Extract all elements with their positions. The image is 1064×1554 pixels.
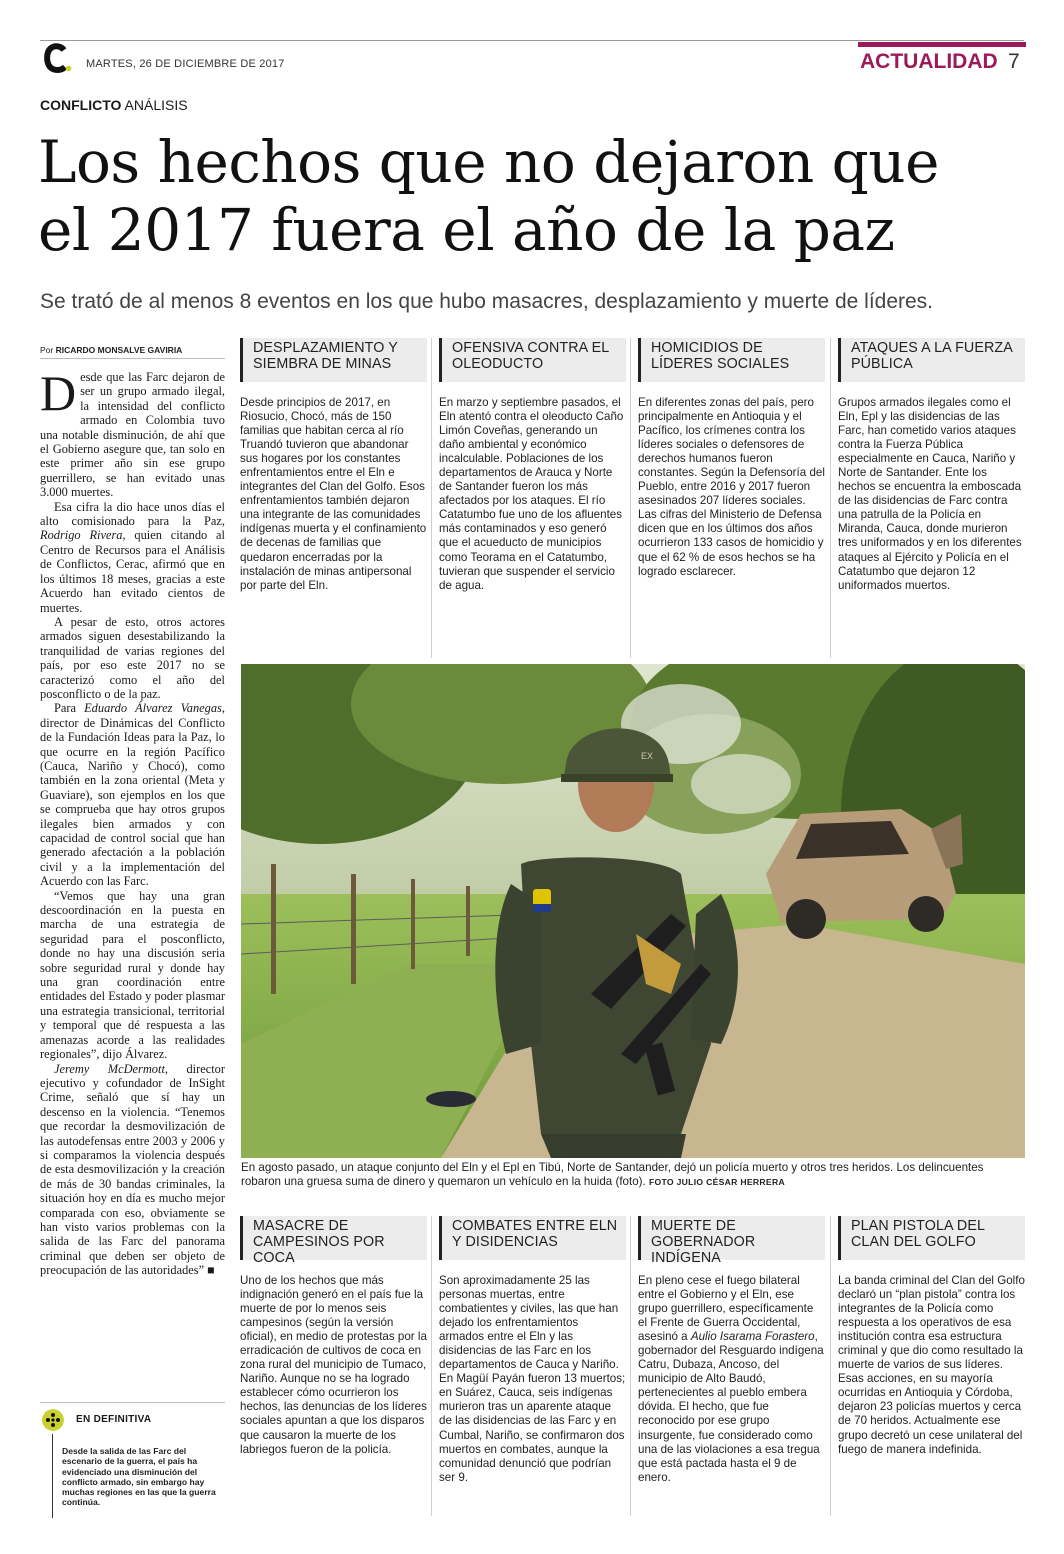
person-name: Rodrigo Rivera <box>40 528 123 543</box>
summary-rule <box>40 1402 225 1403</box>
box-header-tick <box>439 1216 442 1260</box>
box-body <box>638 1274 825 1485</box>
paragraph-6-text: , director ejecutivo y cofundador de InSight Crime, señaló que sí hay un descenso en la violencia. “Tenemos que recordar la desmovilización de las autodefensas entre 2003 y 2006 y si comparamos la violencia después de esta desmovilización y la creación de más de 30 bandas criminales, la situación hoy en día es mucho mejor comparada con eso, obviamente se han visto varios problemas con la salida de las Farc del panorama criminal que deben ser objeto de preocupación de las autoridades” <box>40 1061 225 1278</box>
box-title: HOMICIDIOS DE LÍDERES SOCIALES <box>651 340 790 372</box>
paragraph-2 <box>40 500 225 615</box>
column-rule <box>830 1216 831 1516</box>
caption-text: En agosto pasado, un ataque conjunto del Eln y el Epl en Tibú, Norte de Santander, dejó un policía muerto y otros tres heridos. Los delincuentes robaron una gruesa suma de dinero y quemaron un vehículo en la huida (foto). <box>241 1161 984 1189</box>
box-body: Desde principios de 2017, en Riosucio, Chocó, más de 150 familias que habitan cerca al río Truandó tuvieron que abandonar sus hogares por los constantes enfrentamientos entre el Eln e integrantes del Clan del Golfo. Esos enfrentamientos también dejaron una integrante de las comunidades indígenas muerta y el confinamiento de decenas de familias que quedaron encerradas por la instalación de minas antipersonal por parte del Eln. <box>240 396 427 592</box>
page-number: 7 <box>1008 50 1020 73</box>
box-header-tick <box>838 338 841 382</box>
main-article-text <box>40 365 225 1278</box>
summary-line <box>52 1434 53 1518</box>
newspaper-logo <box>40 42 72 74</box>
column-rule <box>630 1216 631 1516</box>
person-name: Aulio Isarama Forastero <box>690 1330 815 1344</box>
kicker <box>40 97 188 113</box>
box-title: PLAN PISTOLA DEL CLAN DEL GOLFO <box>851 1218 985 1250</box>
summary-title: EN DEFINITIVA <box>76 1414 152 1425</box>
news-photo-illustration <box>241 664 1025 1158</box>
paragraph-5: “Vemos que hay una gran descoordinación en la puesta en marcha de una estrategia de seguridad para el posconflicto, donde no hay una discusión seria sobre seguridad rural y donde hay una gran coordinación entre entidades del Estado y poder plasmar una estrategia transicional, territorial y temporal que dé respuesta a las amenazas acorde a las realidades regionales”, dijo Álvarez. <box>40 888 225 1062</box>
paragraph-3: A pesar de esto, otros actores armados siguen desestabilizando la tranquilidad de varias regiones del país, por eso este 2017 no se caracterizó como el año del posconflicto o de la paz. <box>40 614 225 701</box>
box-title: OFENSIVA CONTRA EL OLEODUCTO <box>452 340 609 372</box>
box-title: MASACRE DE CAMPESINOS POR COCA <box>253 1218 385 1266</box>
box-header-tick <box>439 338 442 382</box>
box-header-tick <box>638 1216 641 1260</box>
kicker-sub: ANÁLISIS <box>124 97 188 113</box>
box-header-tick <box>240 1216 243 1260</box>
byline <box>40 345 182 355</box>
paragraph-1 <box>40 365 225 500</box>
box-body-text-a: En pleno cese el fuego bilateral entre el Gobierno y el Eln, ese grupo guerrillero, específicamente el Frente de Guerra Occidental, asesinó a <box>638 1274 814 1344</box>
box-title: COMBATES ENTRE ELN Y DISIDENCIAS <box>452 1218 618 1250</box>
paragraph-2-text-b: , quien citando al Centro de Recursos para el Análisis de Conflictos, Cerac, afirmó que en los últimos 18 meses, gracias a este Acuerdo han evitado cientos de muertes. <box>40 528 225 615</box>
helmet-text: EX <box>641 751 654 761</box>
box-body: Son aproximadamente 25 las personas muertas, entre combatientes y civiles, las que han dejado los enfrentamientos armados entre el Eln y las disidencias de las Farc en los departamentos de Cauca y Nariño. En Magüí Payán fueron 13 muertos; en Suárez, Cauca, seis indígenas murieron tras un aparente ataque de las disidencias de las Farc y en Cumbal, Nariño, se confirmaron dos muertos en combates, aunque la comunidad denunció que podrían ser 9. <box>439 1274 626 1484</box>
end-mark: ■ <box>207 1263 215 1278</box>
box-body-text-b: , gobernador del Resguardo indígena Catru, Dubaza, Ancoso, del municipio de Alto Baudó, pertenecientes al pueblo embera dóvida. El hecho, que fue reconocido por ese grupo insurgente, fue considerado como una de las violaciones a esa tregua que está pactada hasta el 9 de enero. <box>638 1330 824 1484</box>
box-body: En marzo y septiembre pasados, el Eln atentó contra el oleoducto Caño Limón Coveñas, generando un daño ambiental y económico incalculable. Poblaciones de los departamentos de Arauca y Norte de Santander fueron los más afectados por los ataques. El río Catatumbo fue uno de los afluentes más contaminados y eso generó que el acueducto de municipios como Teorama en el Catatumbo, tuvieran que suspender el servicio de agua. <box>439 396 624 592</box>
paragraph-2-text-a: Esa cifra la dio hace unos días el alto comisionado para la Paz, <box>40 499 225 529</box>
column-rule <box>630 338 631 658</box>
column-rule <box>431 1216 432 1516</box>
paragraph-4-text-b: , director de Dinámicas del Conflicto de la Fundación Ideas para la Paz, lo que ocurre en la región Pacífico (Cauca, Nariño y Chocó), como también en la zona oriental (Meta y Guaviare), son ejemplos en los que se comprueba que hay otros grupos ilegales bien armados y con capacidad de control social que han generado afectación a la población civil y a la implementación del Acuerdo con las Farc. <box>40 701 225 889</box>
byline-prefix: Por <box>40 345 54 355</box>
photo-caption <box>241 1161 1025 1190</box>
box-body: La banda criminal del Clan del Golfo declaró un “plan pistola” contra los integrantes de la Policía como respuesta a los operativos de esa institución contra esa estructura criminal y que dio como resultado la muerte de varios de sus líderes. Esas acciones, en su mayoría ocurridas en Antioquia y Córdoba, dejaron 23 policías muertos y cerca de 70 heridos. Actualmente ese grupo decretó un cese unilateral del fuego de manera indefinida. <box>838 1274 1025 1456</box>
paragraph-4 <box>40 701 225 888</box>
news-photo <box>241 664 1025 1158</box>
summary-text: Desde la salida de las Farc del escenario de la guerra, el país ha evidenciado una disminución del conflicto armado, sin embargo hay muchas regiones en las que la guerra continúa. <box>62 1446 216 1508</box>
byline-name: RICARDO MONSALVE GAVIRIA <box>55 345 183 355</box>
box-header-tick <box>240 338 243 382</box>
summary-icon <box>42 1409 64 1431</box>
box-title: MUERTE DE GOBERNADOR INDÍGENA <box>651 1218 756 1266</box>
publication-date: MARTES, 26 DE DICIEMBRE DE 2017 <box>86 58 285 70</box>
box-body: En diferentes zonas del país, pero principalmente en Antioquia y el Pacífico, los crímenes contra los líderes sociales o defensores de derechos humanos fueron constantes. Según la Defensoría del Pueblo, entre 2016 y 2017 fueron asesinados 207 líderes sociales. Las cifras del Ministerio de Defensa dicen que en los últimos dos años ocurrieron 133 casos de homicidio y que el 62 % de esos hechos se ha logrado esclarecer. <box>638 396 825 578</box>
person-name: Jeremy McDermott <box>54 1061 165 1076</box>
byline-rule <box>40 358 225 359</box>
section-name: ACTUALIDAD <box>860 50 998 73</box>
headline-line-2: el 2017 fuera el año de la paz <box>38 196 895 264</box>
photo-credit: FOTO JULIO CÉSAR HERRERA <box>649 1177 785 1188</box>
section-accent-bar <box>858 42 1026 47</box>
kicker-main: CONFLICTO <box>40 97 122 113</box>
headline-line-1: Los hechos que no dejaron que <box>38 128 939 196</box>
box-title: DESPLAZAMIENTO Y SIEMBRA DE MINAS <box>253 340 398 372</box>
box-title: ATAQUES A LA FUERZA PÚBLICA <box>851 340 1013 372</box>
column-rule <box>830 338 831 658</box>
paragraph-6 <box>40 1062 225 1278</box>
box-body: Uno de los hechos que más indignación generó en el país fue la muerte de por lo menos seis campesinos (según la versión oficial), en medio de protestas por la erradicación de cultivos de coca en zona rural del municipio de Tumaco, Nariño. Aunque no se ha logrado establecer cómo ocurrieron los hechos, las denuncias de los líderes sociales apuntan a que los disparos que causaron la muerte de los labriegos fueron de la policía. <box>240 1274 427 1456</box>
box-header-tick <box>638 338 641 382</box>
headline <box>38 128 1028 264</box>
box-header-tick <box>838 1216 841 1260</box>
drop-cap: D <box>40 365 77 421</box>
paragraph-1-text: esde que las Farc dejaron de ser un grupo armado ilegal, la intensidad del conflicto armado en Colombia tuvo una notable disminución, de ahí que el Gobierno asegure que, tan solo en este primer año sin ese grupo guerrillero, se han evitado unas 3.000 muertes. <box>40 370 225 500</box>
column-rule <box>431 338 432 658</box>
person-name: Eduardo Álvarez Vanegas <box>84 701 222 716</box>
top-rule <box>40 40 1024 41</box>
paragraph-4-text-a: Para <box>54 701 85 716</box>
subhead: Se trató de al menos 8 eventos en los que hubo masacres, desplazamiento y muerte de líderes. <box>40 290 934 313</box>
box-body: Grupos armados ilegales como el Eln, Epl y las disidencias de las Farc, han cometido varios ataques contra la Fuerza Pública especialmente en Cauca, Nariño y Norte de Santander. Ente los hechos se encuentra la emboscada de las disidencias de Farc contra una patrulla de la Policía en Miranda, Cauca, donde murieron tres uniformados y en los diferentes ataques al Ejército y Policía en el Catatumbo que dejaron 12 uniformados muertos. <box>838 396 1022 592</box>
